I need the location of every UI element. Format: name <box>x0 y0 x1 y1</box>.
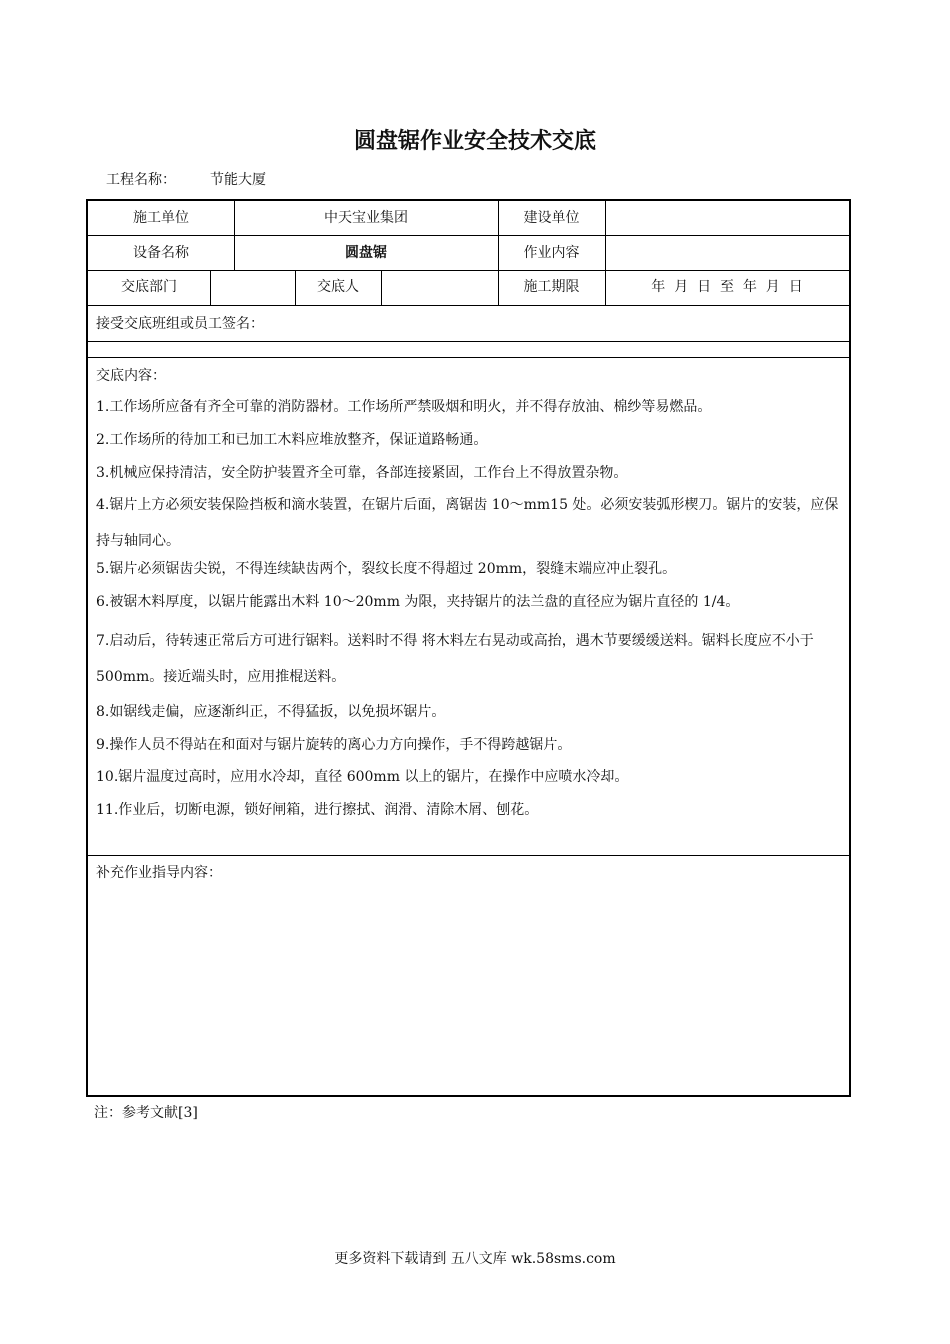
construction-period-value: 年 月 日 至 年 月 日 <box>651 279 803 295</box>
equipment-value: 圆盘锯 <box>345 245 387 261</box>
row-divider <box>88 357 849 358</box>
signature-label: 接受交底班组或员工签名： <box>96 316 264 332</box>
content-item-6: 6.被锯木料厚度，以锯片能露出木料 10～20mm 为限，夹持锯片的法兰盘的直径应为锯片直径的 1/4。 <box>96 594 740 610</box>
content-item-10: 10.锯片温度过高时，应用水冷却，直径 600mm 以上的锯片，在操作中应喷水冷却。 <box>96 769 629 785</box>
footer-text: 更多资料下载请到 五八文库 wk.58sms.com <box>334 1251 616 1267</box>
project-name-row <box>106 169 266 189</box>
construction-unit-value: 中天宝业集团 <box>324 210 408 226</box>
supplement-label: 补充作业指导内容： <box>96 865 222 881</box>
content-item-9: 9.操作人员不得站在和面对与锯片旋转的离心力方向操作，手不得跨越锯片。 <box>96 737 572 753</box>
row-divider <box>88 855 849 856</box>
content-item-1: 1.工作场所应备有齐全可靠的消防器材。工作场所严禁吸烟和明火，并不得存放油、棉纱等易燃品。 <box>96 399 712 415</box>
disclosure-form <box>86 199 851 1097</box>
construction-unit-label: 施工单位 <box>133 210 189 226</box>
row-divider <box>88 305 849 306</box>
col-divider <box>210 270 211 305</box>
content-item-3: 3.机械应保持清洁，安全防护装置齐全可靠，各部连接紧固，工作台上不得放置杂物。 <box>96 465 628 481</box>
document-title: 圆盘锯作业安全技术交底 <box>353 129 596 154</box>
equipment-label: 设备名称 <box>133 245 189 261</box>
discloser-label: 交底人 <box>317 279 359 295</box>
content-heading: 交底内容： <box>96 368 166 384</box>
row-divider <box>88 341 849 342</box>
builder-unit-label: 建设单位 <box>523 210 580 226</box>
project-name-label: 工程名称： <box>106 172 176 188</box>
col-divider <box>381 270 382 305</box>
content-item-2: 2.工作场所的待加工和已加工木料应堆放整齐，保证道路畅通。 <box>96 432 488 448</box>
reference-note: 注：参考文献[3] <box>94 1105 198 1121</box>
content-item-4: 4.锯片上方必须安装保险挡板和滴水装置，在锯片后面，离锯齿 10～mm15 处。必须安装弧形楔刀。锯片的安装，应保持与轴同心。 <box>96 497 839 549</box>
work-content-label: 作业内容 <box>523 245 580 261</box>
content-item-7: 7.启动后，待转速正常后方可进行锯料。送料时不得 将木料左右晃动或高抬，遇木节要缓缓送料。锯料长度应不小于 500mm。接近端头时，应用推棍送料。 <box>96 633 814 685</box>
construction-period-label: 施工期限 <box>523 279 580 295</box>
content-item-8: 8.如锯线走偏，应逐渐纠正，不得猛扳，以免损坏锯片。 <box>96 704 446 720</box>
disclosure-dept-label: 交底部门 <box>121 279 177 295</box>
project-name-value: 节能大厦 <box>210 172 266 188</box>
content-item-11: 11.作业后，切断电源，锁好闸箱，进行擦拭、润滑、清除木屑、刨花。 <box>96 802 539 818</box>
content-item-5: 5.锯片必须锯齿尖锐，不得连续缺齿两个，裂纹长度不得超过 20mm，裂缝末端应冲止裂孔。 <box>96 561 677 577</box>
